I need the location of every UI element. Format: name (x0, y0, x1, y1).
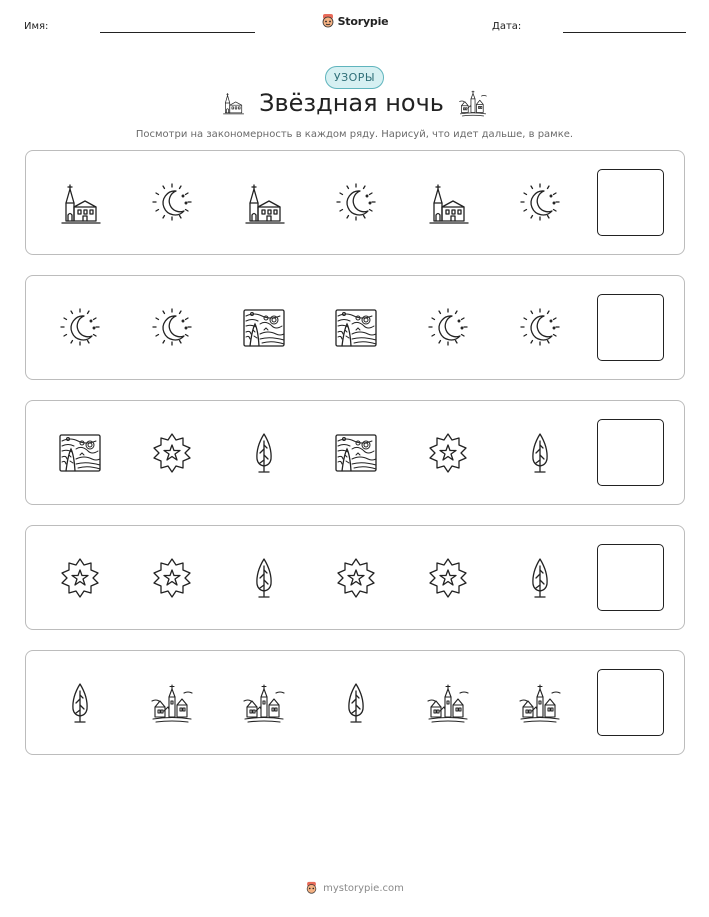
church-icon (242, 181, 286, 225)
pattern-cell (56, 304, 104, 352)
pattern-cell (56, 429, 104, 477)
answer-box[interactable] (597, 544, 664, 611)
date-label: Дата: (492, 21, 522, 32)
pattern-cell (148, 679, 196, 727)
pattern-cell (424, 554, 472, 602)
moon-icon (150, 181, 194, 225)
pattern-row (25, 150, 685, 255)
answer-box[interactable] (597, 669, 664, 736)
star-icon (150, 556, 194, 600)
answer-box[interactable] (597, 294, 664, 361)
pattern-cell (240, 679, 288, 727)
cypress-icon (334, 681, 378, 725)
name-label: Имя: (24, 21, 49, 32)
pattern-cell (332, 554, 380, 602)
pattern-cell (516, 554, 564, 602)
brand-logo (0, 13, 709, 33)
pattern-cell (516, 179, 564, 227)
cypress-icon (518, 556, 562, 600)
star-icon (150, 431, 194, 475)
pattern-cell (148, 304, 196, 352)
church-icon (58, 181, 102, 225)
pattern-row (25, 275, 685, 380)
village-icon (458, 88, 488, 118)
starry-night-icon (334, 306, 378, 350)
cypress-icon (58, 681, 102, 725)
pattern-row (25, 650, 685, 755)
village-icon (150, 681, 194, 725)
pattern-cell (332, 679, 380, 727)
pattern-cell (424, 179, 472, 227)
starry-night-icon (334, 431, 378, 475)
pattern-row (25, 525, 685, 630)
star-icon (426, 431, 470, 475)
storypie-mascot-icon (321, 13, 335, 29)
pattern-cell (240, 304, 288, 352)
cypress-icon (242, 431, 286, 475)
footer (0, 880, 709, 899)
pattern-cell (240, 554, 288, 602)
brand-name: Storypie (337, 14, 389, 28)
pattern-cell (240, 179, 288, 227)
village-icon (426, 681, 470, 725)
starry-night-icon (58, 431, 102, 475)
pattern-cell (56, 554, 104, 602)
pattern-cell (148, 179, 196, 227)
pattern-cell (332, 304, 380, 352)
pattern-row (25, 400, 685, 505)
moon-icon (150, 306, 194, 350)
footer-website[interactable]: mystorypie.com (323, 882, 404, 894)
pattern-cell (424, 304, 472, 352)
answer-box[interactable] (597, 419, 664, 486)
pattern-cell (332, 179, 380, 227)
pattern-cell (516, 429, 564, 477)
village-icon (242, 681, 286, 725)
pattern-cell (424, 429, 472, 477)
category-badge: УЗОРЫ (325, 66, 384, 89)
star-icon (334, 556, 378, 600)
page-title: Звёздная ночь (259, 89, 444, 117)
instructions: Посмотри на закономерность в каждом ряду. Нарисуй, что идет дальше, в рамке. (135, 129, 574, 140)
storypie-mascot-icon (305, 881, 318, 895)
pattern-cell (148, 429, 196, 477)
cypress-icon (518, 431, 562, 475)
church-icon (221, 88, 245, 118)
pattern-cell (332, 429, 380, 477)
date-field-line[interactable] (563, 32, 686, 33)
starry-night-icon (242, 306, 286, 350)
pattern-cell (148, 554, 196, 602)
moon-icon (518, 306, 562, 350)
star-icon (58, 556, 102, 600)
cypress-icon (242, 556, 286, 600)
pattern-cell (516, 304, 564, 352)
church-icon (426, 181, 470, 225)
pattern-cell (240, 429, 288, 477)
pattern-cell (516, 679, 564, 727)
pattern-cell (424, 679, 472, 727)
village-icon (518, 681, 562, 725)
moon-icon (334, 181, 378, 225)
star-icon (426, 556, 470, 600)
answer-box[interactable] (597, 169, 664, 236)
pattern-cell (56, 679, 104, 727)
moon-icon (426, 306, 470, 350)
moon-icon (518, 181, 562, 225)
pattern-cell (56, 179, 104, 227)
moon-icon (58, 306, 102, 350)
